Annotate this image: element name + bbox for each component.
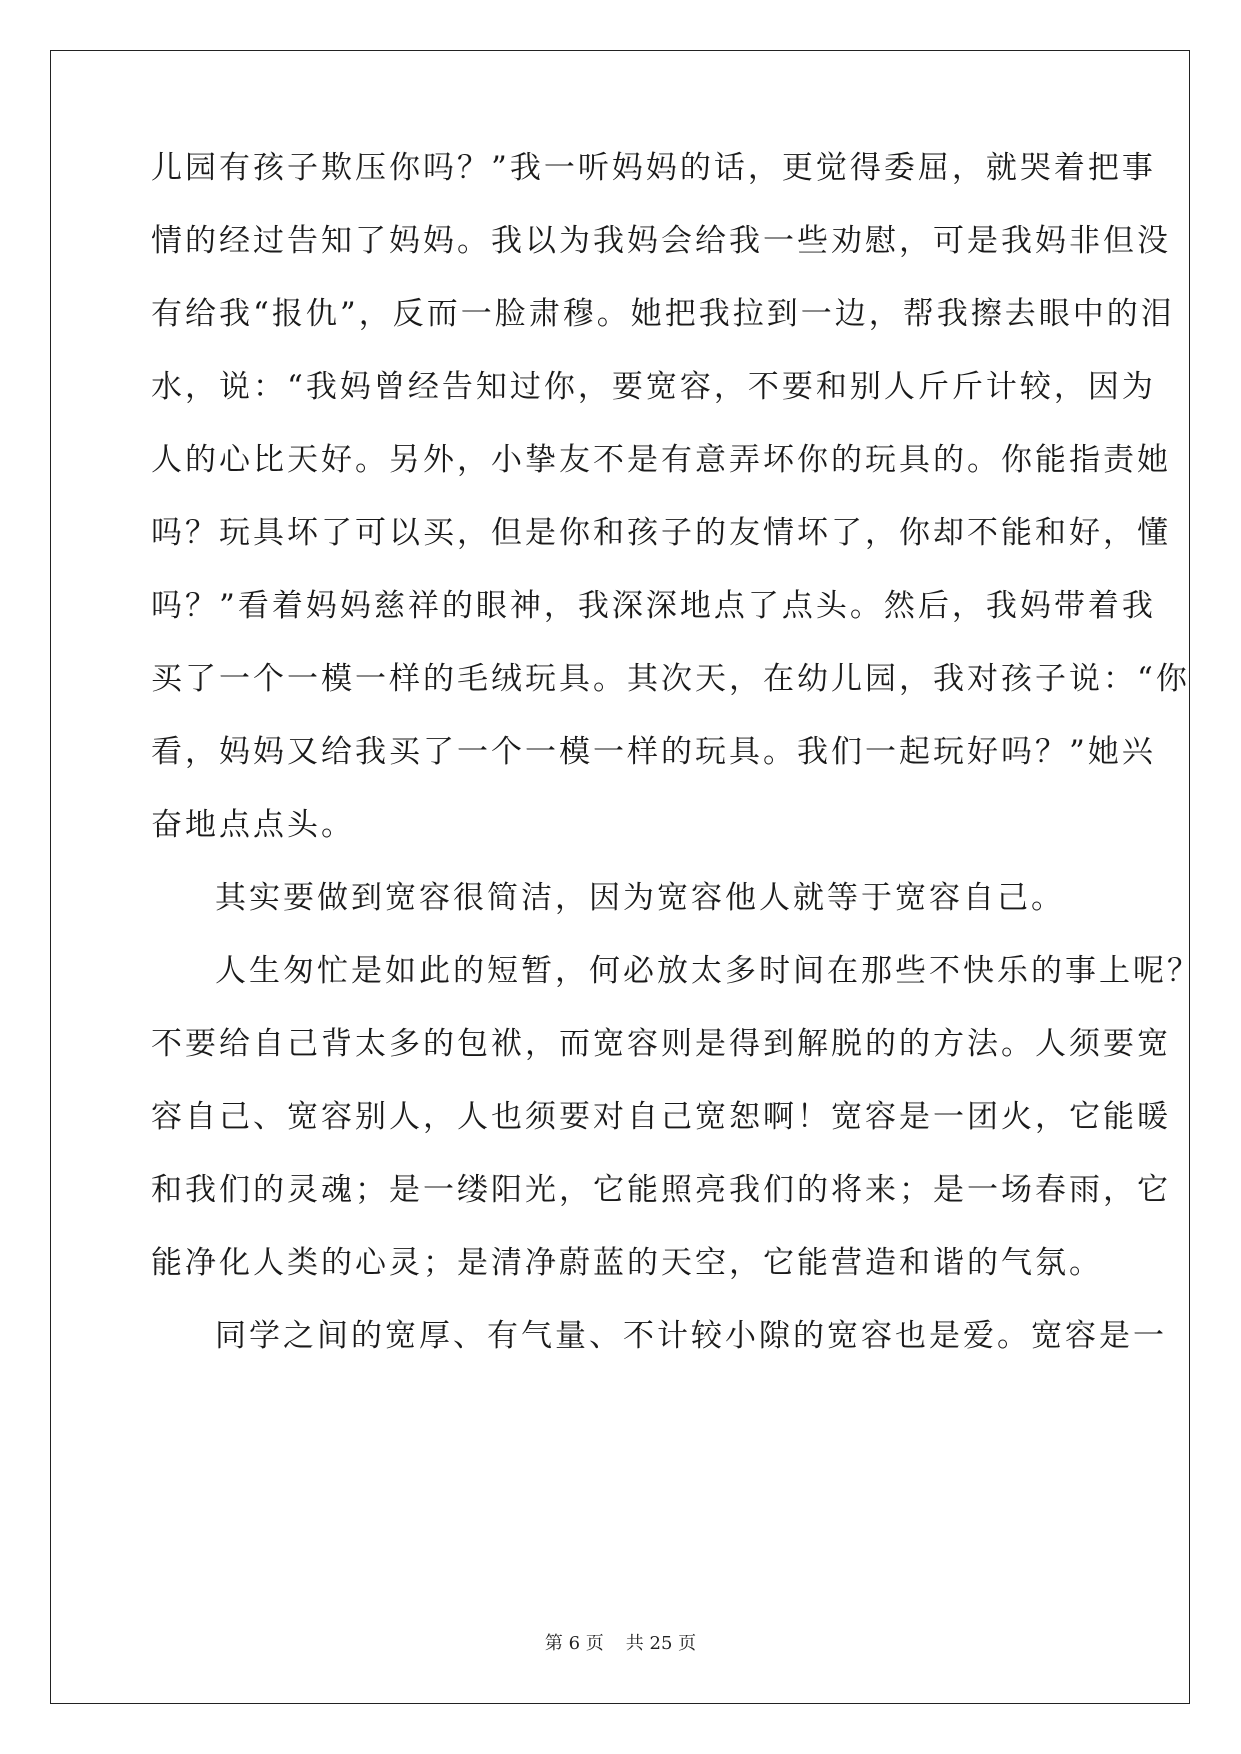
text-line: 看，妈妈又给我买了一个一模一样的玩具。我们一起玩好吗？”她兴 [151,734,1156,770]
text-line: 奋地点点头。 [151,807,355,843]
text-line: 和我们的灵魂；是一缕阳光，它能照亮我们的将来；是一场春雨，它 [151,1172,1171,1208]
text-line: 吗？玩具坏了可以买，但是你和孩子的友情坏了，你却不能和好，懂 [151,515,1171,551]
text-line: 情的经过告知了妈妈。我以为我妈会给我一些劝慰，可是我妈非但没 [151,223,1171,259]
paragraph-start-line: 同学之间的宽厚、有气量、不计较小隙的宽容也是爱。宽容是一 [215,1318,1167,1354]
text-line: 容自己、宽容别人，人也须要对自己宽恕啊！宽容是一团火，它能暖 [151,1099,1171,1135]
page-number: 第 6 页 [544,1633,604,1654]
text-line: 儿园有孩子欺压你吗？”我一听妈妈的话，更觉得委屈，就哭着把事 [151,150,1156,186]
text-line: 人的心比天好。另外，小挚友不是有意弄坏你的玩具的。你能指责她 [151,442,1171,478]
text-line: 水，说：“我妈曾经告知过你，要宽容，不要和别人斤斤计较，因为 [151,369,1156,405]
text-line: 有给我“报仇”，反而一脸肃穆。她把我拉到一边，帮我擦去眼中的泪 [151,296,1175,332]
text-line: 买了一个一模一样的毛绒玩具。其次天，在幼儿园，我对孩子说：“你 [151,661,1190,697]
text-line: 吗？”看着妈妈慈祥的眼神，我深深地点了点头。然后，我妈带着我 [151,588,1156,624]
page-footer [0,1632,1241,1656]
paragraph-start-line: 其实要做到宽容很简洁，因为宽容他人就等于宽容自己。 [215,880,1065,916]
text-line: 能净化人类的心灵；是清净蔚蓝的天空，它能营造和谐的气氛。 [151,1245,1103,1281]
page-total: 共 25 页 [625,1633,697,1654]
text-line: 不要给自己背太多的包袱，而宽容则是得到解脱的的方法。人须要宽 [151,1026,1171,1062]
paragraph-start-line: 人生匆忙是如此的短暂，何必放太多时间在那些不快乐的事上呢？ [215,953,1201,989]
